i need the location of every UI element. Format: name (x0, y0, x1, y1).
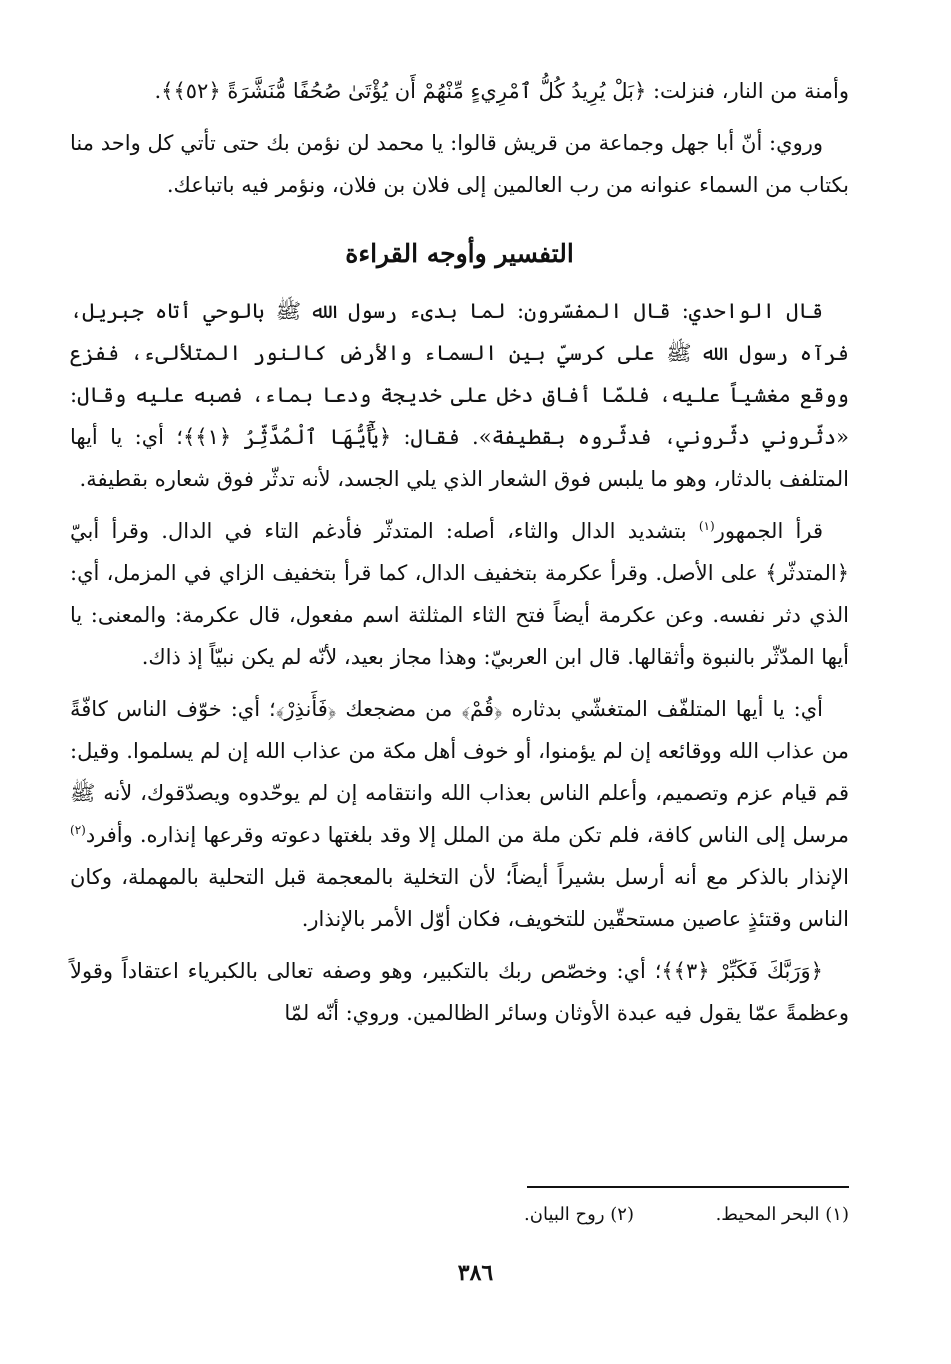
footnote-ref-1: (١) (698, 519, 715, 533)
section-heading: التفسير وأوجه القراءة (345, 239, 574, 268)
paragraph-intro-2 (70, 122, 849, 206)
paragraph-warning-rest: الإنذار بالذكر مع أنه أرسل بشيراً أيضاً؛ لأن التخلية بالمعجمة قبل التحلية بالمهملة، وكان الناس وقتئذٍ عاصين مستحقّين للتخويف، فكان أوّل الأمر بالإنذار. (70, 865, 849, 931)
paragraph-takbir-text: ﴿وَرَبَّكَ فَكَبِّرْ ﴿٣﴾﴾؛ أي: وخصّص ربك بالتكبير، وهو وصفه تعالى بالكبرياء اعتقاداً وقولاً وعظمةً عمّا يقول فيه عبدة الأوثان وسائر الظالمين. وروي: أنّه لمّا (70, 959, 849, 1025)
paragraph-wahidi (70, 290, 849, 500)
paragraph-intro-2-text: وروي: أنّ أبا جهل وجماعة من قريش قالوا: يا محمد لن نؤمن بك حتى تأتي كل واحد منا بكتاب من السماء عنوانه من رب العالمين إلى فلان بن فلان، ونؤمر فيه باتباعك. (70, 131, 849, 197)
paragraph-readings-start: قرأ الجمهور (714, 519, 824, 543)
paragraph-intro-1: وأمنة من النار، فنزلت: ﴿بَلْ يُرِيدُ كُلُّ ٱمْرِيءٍ مِّنْهُمْ أَن يُؤْتَىٰ صُحُفًا مُّنَشَّرَةً ﴿٥٢﴾﴾. (154, 79, 849, 103)
footnote-1-number: (١) (825, 1204, 849, 1225)
page-number: ٣٨٦ (457, 1260, 494, 1286)
footnote-1-text: البحر المحيط. (715, 1204, 820, 1225)
footnote-ref-2: (٢) (70, 823, 86, 837)
footnotes (70, 1200, 849, 1230)
paragraph-readings-rest: بتشديد الدال والثاء، أصله: المتدثّر فأدغم التاء في الدال. وقرأ أبيّ ﴿المتدثّر﴾ على الأصل. وقرأ عكرمة بتخفيف الدال، كما قرأ بتخفيف الزاي في المزمل، أي: الذي دثر نفسه. وعن عكرمة أيضاً فتح الثاء المثلثة اسم مفعول، قال عكرمة: والمعنى: يا أيها المدّثّر بالنبوة وأثقالها. قال ابن العربيّ: وهذا مجاز بعيد، لأنّه لم يكن نبيّاً إذ ذاك. (70, 519, 849, 669)
footnote-1 (634, 1200, 849, 1230)
paragraph-wahidi-text: قال الواحدي: قال المفسّرون: لما بدىء رسول الله ﷺ بالوحي أتاه جبريل، فرآه رسول الله ﷺ على كرسيّ بين السماء والأرض كالنور المتلألىء، ففزع ووقع مغشياً عليه، فلمّا أفاق دخل على خديجة ودعا بماء، فصبه عليه وقال: «دثّروني دثّروني، فدثّروه بقطيفة». فقال: ﴿يَٰٓأَيُّهَا ٱلْمُدَّثِّرُ ﴿١﴾﴾؛ أي: يا أيها المتلفف بالدثار، وهو ما يلبس فوق الشعار الذي يلي الجسد، لأنه تدثّر فوق شعاره بقطيفة. (70, 299, 849, 491)
paragraph-takbir (70, 950, 849, 1034)
footnote-2-text: روح البيان. (524, 1204, 605, 1225)
footnote-divider (527, 1186, 849, 1188)
paragraph-warning-start: أي: يا أيها المتلفّف المتغشّي بدثاره ﴿قُمْ﴾ من مضجعك ﴿فَأَنذِرْ﴾؛ أي: خوّف الناس كافّةً من عذاب الله ووقائعه إن لم يؤمنوا، أو خوف أهل مكة من عذاب الله إن لم يسلموا. وقيل: قم قيام عزم وتصميم، وأعلم الناس بعذاب الله وانتقامه إن لم يوحّدوه ويصدّقوك، لأنه ﷺ مرسل إلى الناس كافة، فلم تكن ملة من الملل إلا وقد بلغتها دعوته وقرعها إنذاره. وأفرد (70, 697, 849, 847)
footnote-2 (524, 1200, 634, 1230)
paragraph-readings (70, 510, 849, 678)
page-body (70, 70, 849, 1034)
footnote-2-number: (٢) (610, 1204, 634, 1225)
paragraph-warning (70, 688, 849, 940)
